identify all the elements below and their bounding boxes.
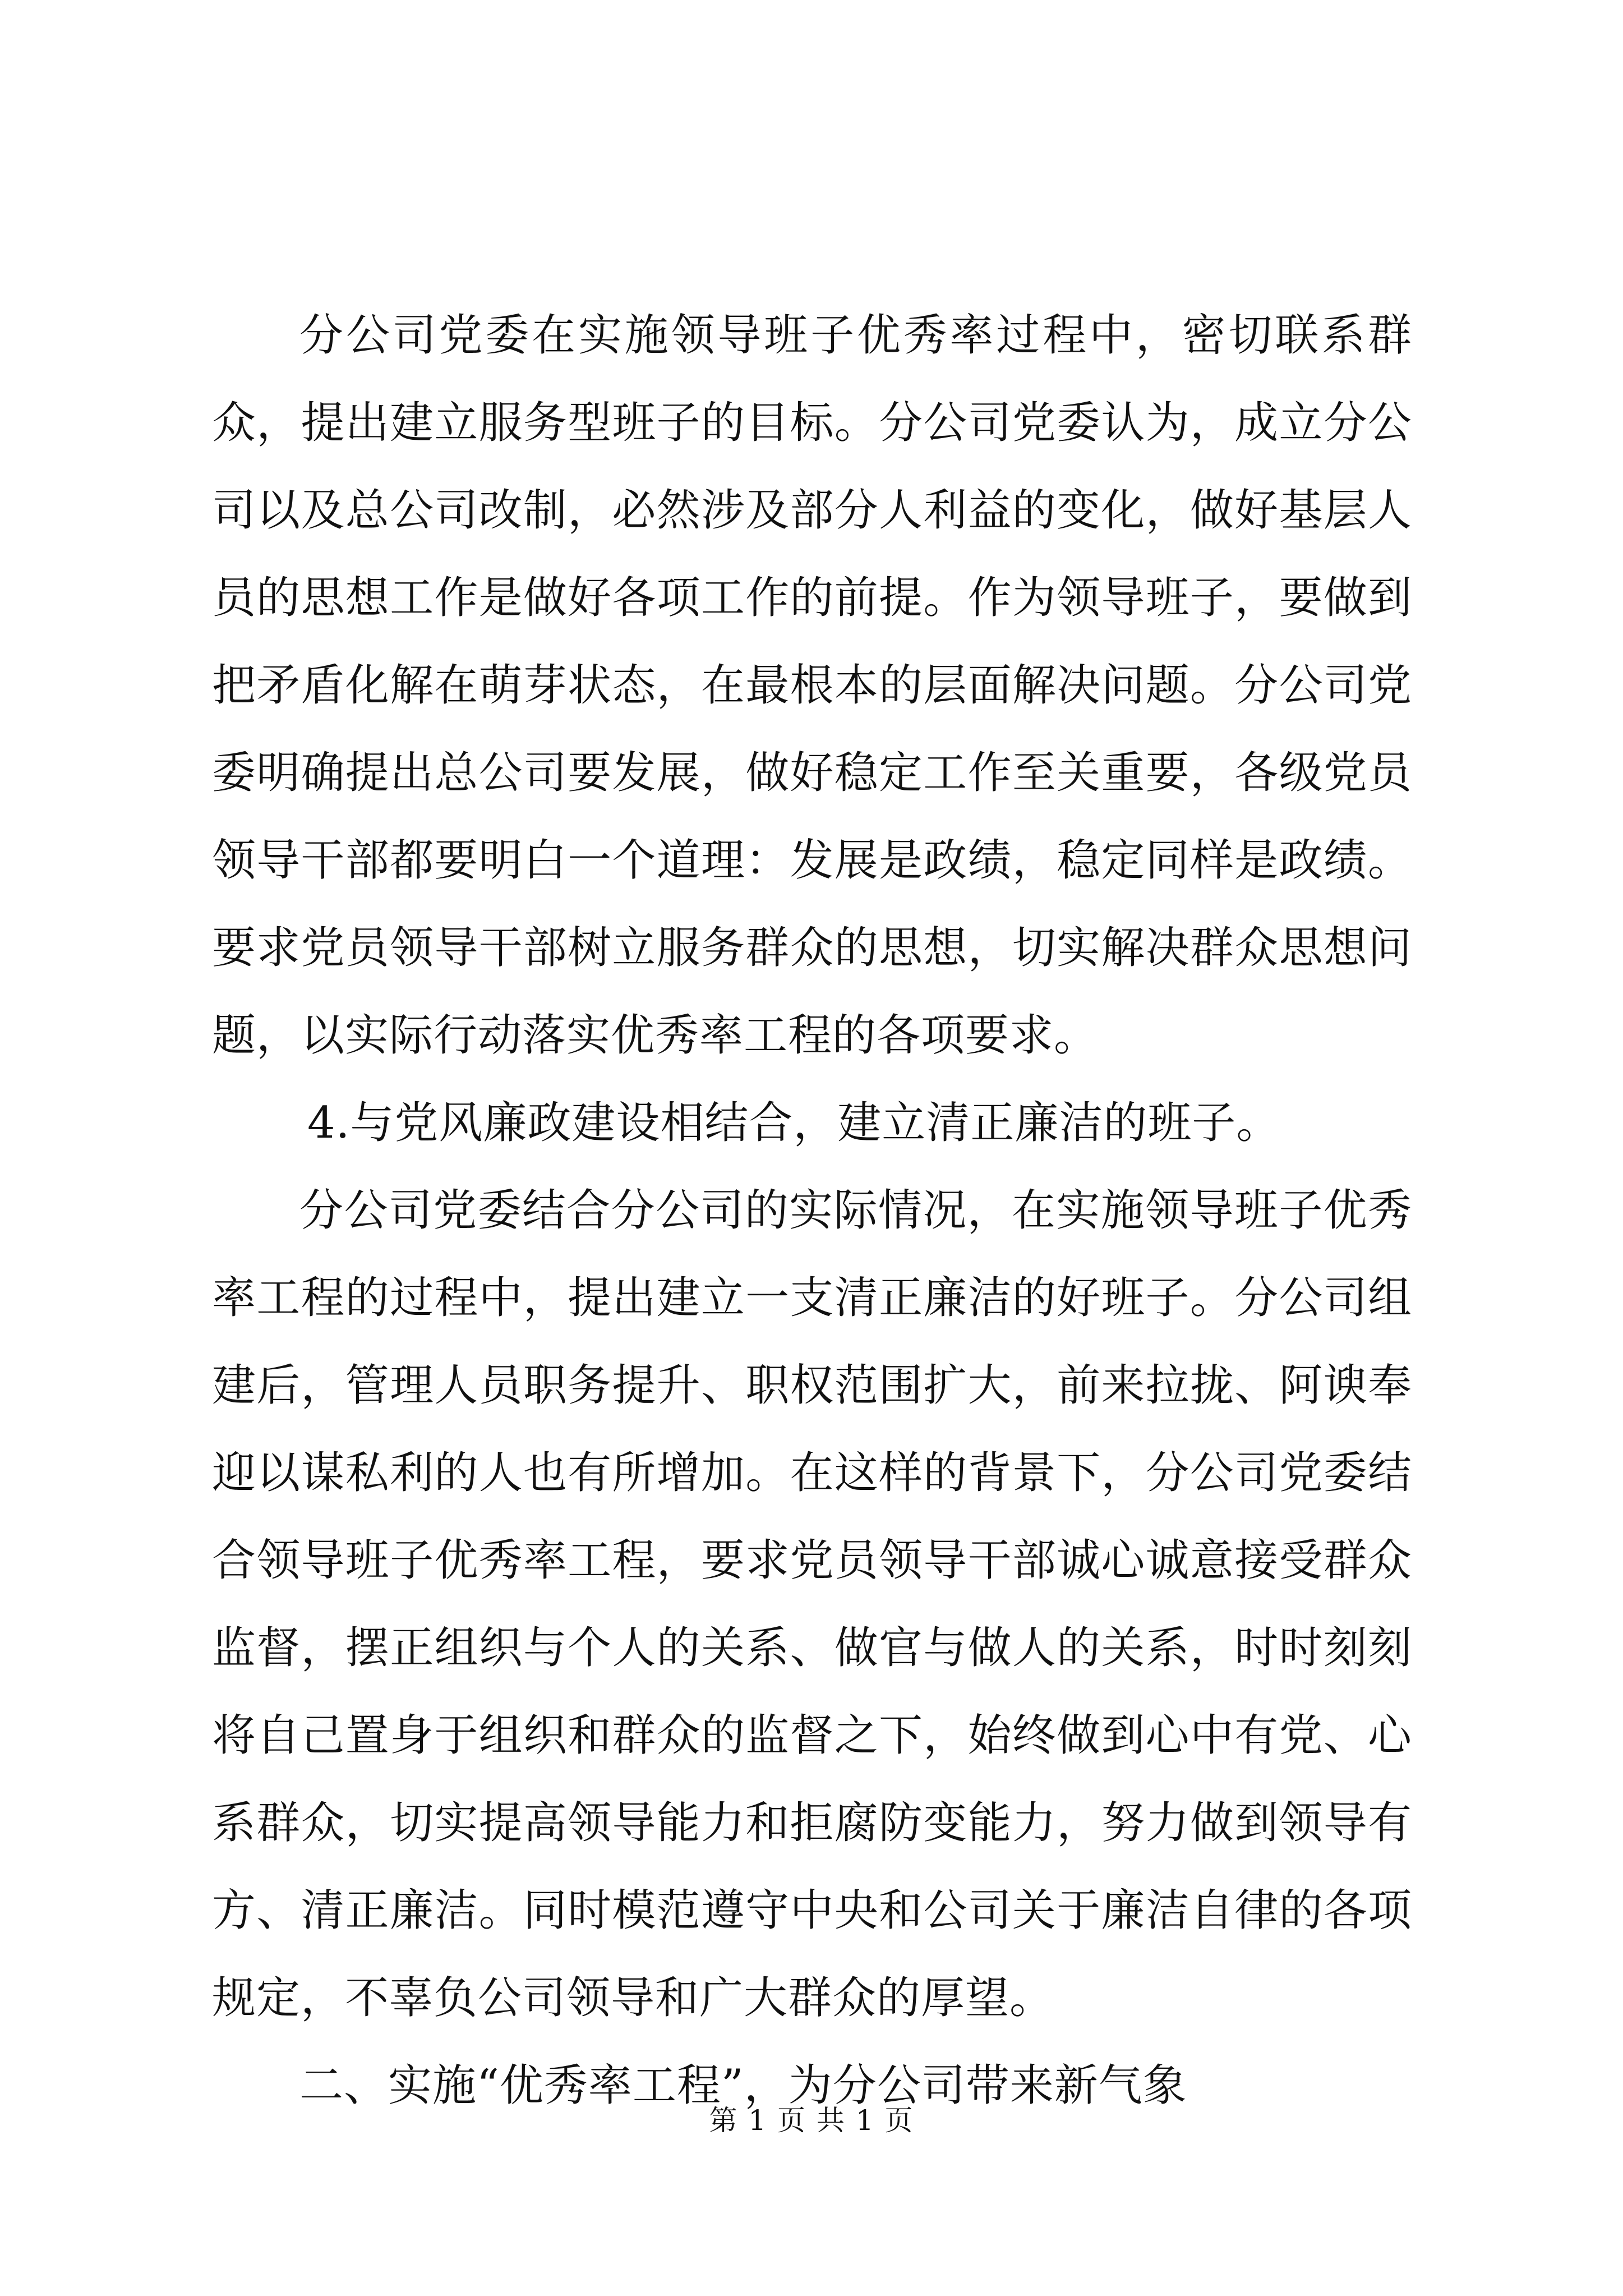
paragraph-service-team: 分公司党委在实施领导班子优秀率过程中，密切联系群众，提出建立服务型班子的目标。分公司党委认为，成立分公司以及总公司改制，必然涉及部分人利益的变化，做好基层人员的思想工作是做好各项工作的前提。作为领导班子，要做到把矛盾化解在萌芽状态，在最根本的层面解决问题。分公司党委明确提出总公司要发展，做好稳定工作至关重要，各级党员领导干部都要明白一个道理：发展是政绩，稳定同样是政绩。要求党员领导干部树立服务群众的思想，切实解决群众思想问题，以实际行动落实优秀率工程的各项要求。: [212, 310, 1412, 1061]
section-heading-integrity: 4.与党风廉政建设相结合，建立清正廉洁的班子。: [307, 1098, 1281, 1148]
section-heading-new-atmosphere: 二、实施“优秀率工程”，为分公司带来新气象: [299, 2060, 1187, 2111]
paragraph-clean-team: 分公司党委结合分公司的实际情况，在实施领导班子优秀率工程的过程中，提出建立一支清正廉洁的好班子。分公司组建后，管理人员职务提升、职权范围扩大，前来拉拢、阿谀奉迎以谋私利的人也有所增加。在这样的背景下，分公司党委结合领导班子优秀率工程，要求党员领导干部诚心诚意接受群众监督，摆正组织与个人的关系、做官与做人的关系，时时刻刻将自己置身于组织和群众的监督之下，始终做到心中有党、心系群众，切实提高领导能力和拒腐防变能力，努力做到领导有方、清正廉洁。同时模范遵守中央和公司关于廉洁自律的各项规定，不辜负公司领导和广大群众的厚望。: [212, 1185, 1412, 2023]
page-footer: 第 1 页 共 1 页: [709, 2104, 914, 2137]
document-body: [212, 292, 1412, 2129]
